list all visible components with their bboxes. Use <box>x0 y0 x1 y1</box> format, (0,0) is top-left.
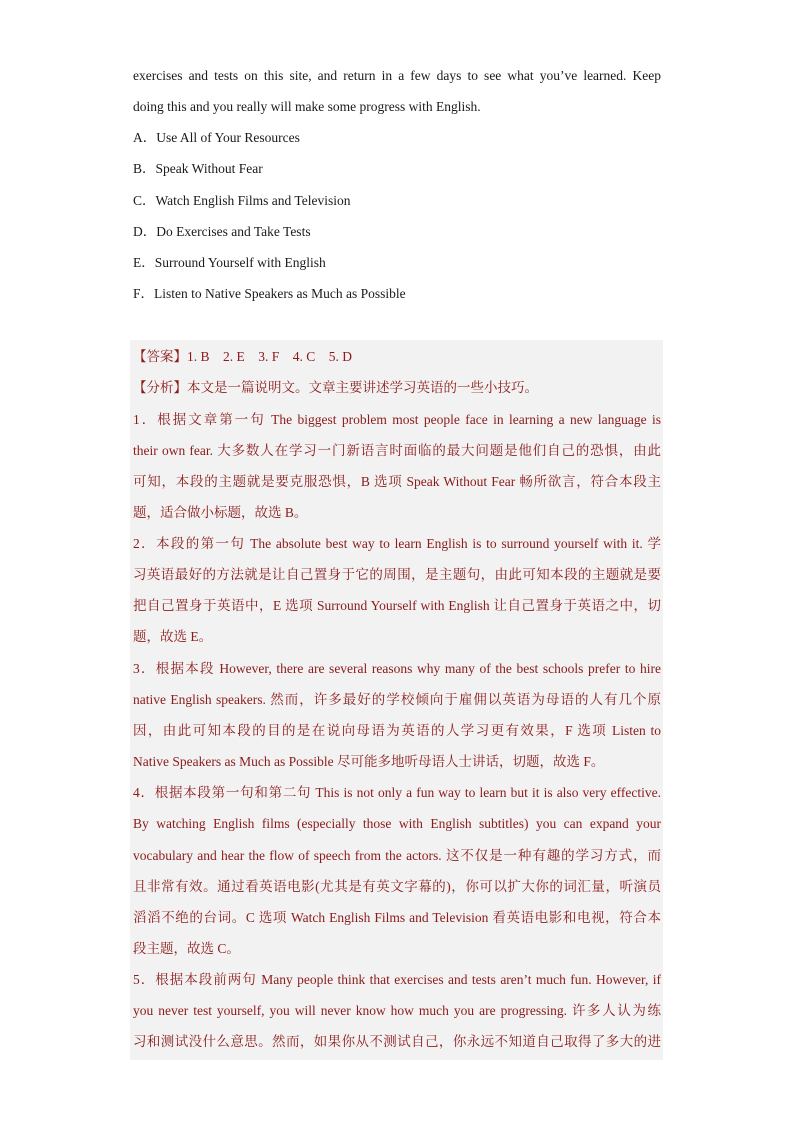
analysis-line: 2．本段的第一句 The absolute best way to learn English is to surround yourself with it. 学 <box>133 536 661 551</box>
option-f: F．Listen to Native Speakers as Much as Possible <box>133 286 406 301</box>
answer-key: 【答案】1. B 2. E 3. F 4. C 5. D <box>133 349 353 364</box>
analysis-line: 把自己置身于英语中，E 选项 Surround Yourself with English 让自己置身于英语之中，切 <box>133 598 661 613</box>
passage-line: exercises and tests on this site, and return in a few days to see what you’ve learned. Keep <box>133 68 661 83</box>
analysis-line: 可知，本段的主题就是要克服恐惧，B 选项 Speak Without Fear 畅所欲言，符合本段主 <box>133 474 661 489</box>
analysis-line: vocabulary and hear the flow of speech from the actors. 这不仅是一种有趣的学习方式，而 <box>133 848 661 863</box>
analysis-line: 习和测试没什么意思。然而，如果你从不测试自己，你永远不知道自己取得了多大的进 <box>133 1034 661 1049</box>
analysis-line: their own fear. 大多数人在学习一门新语言时面临的最大问题是他们自己的恐惧，由此 <box>133 443 661 458</box>
analysis-line: 段主题，故选 C。 <box>133 941 240 956</box>
analysis-line: 1．根据文章第一句 The biggest problem most people face in learning a new language is <box>133 412 661 427</box>
passage-line: doing this and you really will make some progress with English. <box>133 99 481 114</box>
option-c: C．Watch English Films and Television <box>133 193 351 208</box>
analysis-line: 5．根据本段前两句 Many people think that exercises and tests aren’t much fun. However, if <box>133 972 661 987</box>
analysis-line: you never test yourself, you will never know how much you are progressing. 许多人认为练 <box>133 1003 661 1018</box>
analysis-line: native English speakers. 然而，许多最好的学校倾向于雇佣以英语为母语的人有几个原 <box>133 692 661 707</box>
analysis-line: 且非常有效。通过看英语电影(尤其是有英文字幕的)，你可以扩大你的词汇量，听演员 <box>133 879 661 894</box>
option-b: B．Speak Without Fear <box>133 161 263 176</box>
analysis-line: 因，由此可知本段的目的是在说向母语为英语的人学习更有效果，F 选项 Listen to <box>133 723 661 738</box>
analysis-summary: 【分析】本文是一篇说明文。文章主要讲述学习英语的一些小技巧。 <box>133 380 538 395</box>
analysis-line: Native Speakers as Much as Possible 尽可能多地听母语人士讲话，切题，故选 F。 <box>133 754 605 769</box>
analysis-line: 3．根据本段 However, there are several reasons why many of the best schools prefer to hire <box>133 661 661 676</box>
analysis-line: 4．根据本段第一句和第二句 This is not only a fun way to learn but it is also very effective. <box>133 785 661 800</box>
analysis-line: 滔滔不绝的台词。C 选项 Watch English Films and Television 看英语电影和电视，符合本 <box>133 910 661 925</box>
analysis-line: 题，适合做小标题，故选 B。 <box>133 505 308 520</box>
option-a: A．Use All of Your Resources <box>133 130 300 145</box>
option-d: D．Do Exercises and Take Tests <box>133 224 311 239</box>
analysis-line: By watching English films (especially those with English subtitles) you can expand your <box>133 816 661 831</box>
analysis-line: 题，故选 E。 <box>133 629 213 644</box>
analysis-line: 习英语最好的方法就是让自己置身于它的周围，是主题句，由此可知本段的主题就是要 <box>133 567 661 582</box>
option-e: E．Surround Yourself with English <box>133 255 326 270</box>
